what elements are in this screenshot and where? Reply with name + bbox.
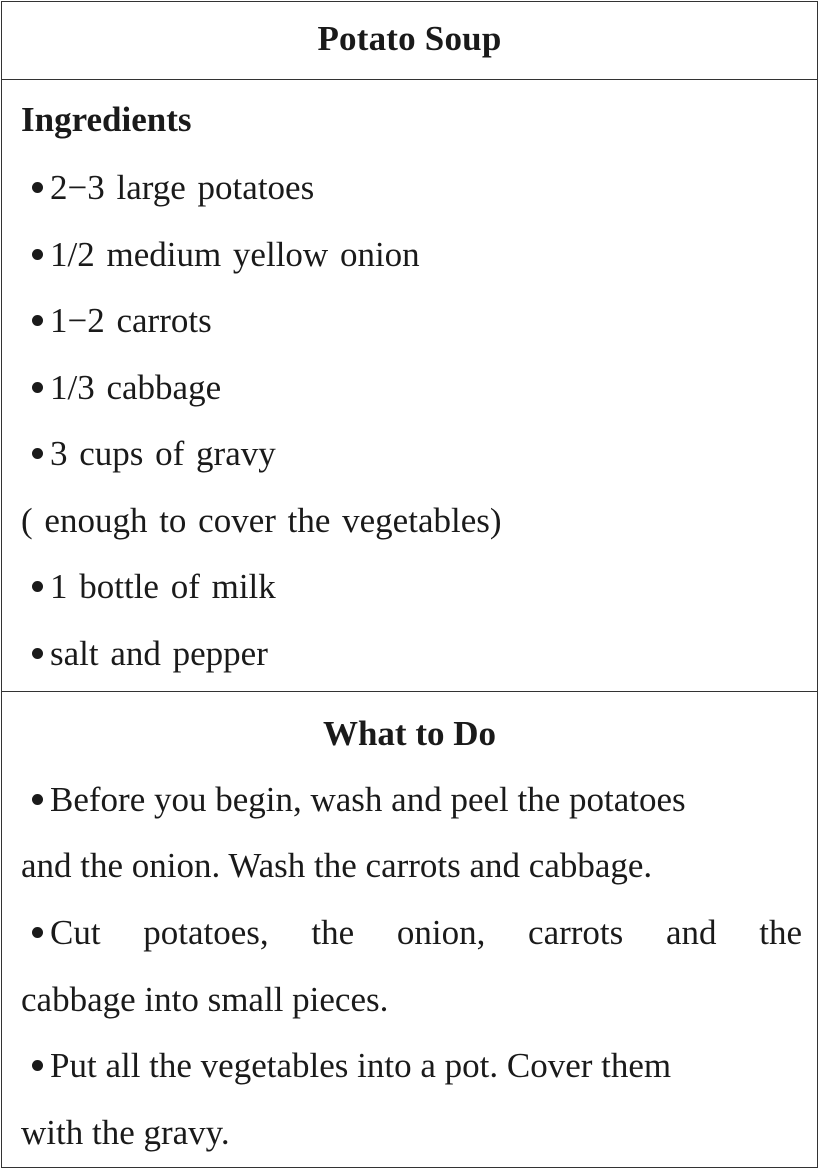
ingredient-item — [32, 233, 420, 277]
recipe-table — [1, 1, 818, 1168]
bullet-dot-icon — [32, 581, 43, 592]
step-word — [32, 911, 101, 955]
steps-section — [2, 692, 817, 1169]
step-word: potatoes, — [143, 913, 269, 952]
recipe-title: Potato Soup — [317, 19, 502, 58]
title-cell — [2, 2, 817, 80]
step-word: and — [665, 913, 717, 952]
step-text: Put all the vegetables into a pot. Cover them — [50, 1046, 672, 1085]
ingredient-item — [32, 432, 276, 476]
ingredient-text: 3 cups of gravy — [50, 434, 276, 473]
step-line — [32, 778, 802, 822]
ingredient-text: 1 bottle of milk — [50, 567, 276, 606]
ingredient-text: 2−3 large potatoes — [50, 168, 315, 207]
step-word: the — [311, 913, 355, 952]
step-text: Before you begin, wash and peel the potatoes — [50, 780, 686, 819]
bullet-dot-icon — [32, 648, 43, 659]
step-line-justified — [32, 911, 802, 955]
step-line: cabbage into small pieces. — [21, 980, 389, 1019]
ingredient-text: 1/3 cabbage — [50, 368, 222, 407]
step-line: with the gravy. — [21, 1113, 230, 1152]
bullet-dot-icon — [32, 1060, 43, 1071]
bullet-dot-icon — [32, 315, 43, 326]
bullet-dot-icon — [32, 448, 43, 459]
bullet-dot-icon — [32, 382, 43, 393]
ingredients-section — [2, 80, 817, 692]
step-line — [32, 1044, 802, 1088]
ingredient-item — [32, 366, 221, 410]
ingredient-item — [32, 565, 276, 609]
step-word: onion, — [396, 913, 486, 952]
bullet-dot-icon — [32, 182, 43, 193]
ingredient-text: 1/2 medium yellow onion — [50, 235, 420, 274]
step-word: the — [759, 913, 802, 952]
ingredient-item — [32, 299, 212, 343]
bullet-dot-icon — [32, 927, 43, 938]
step-line: and the onion. Wash the carrots and cabbage. — [21, 846, 653, 885]
ingredient-item — [32, 632, 268, 676]
step-word-text: Cut — [50, 913, 101, 952]
ingredient-text: 1−2 carrots — [50, 301, 212, 340]
step-word: carrots — [528, 913, 624, 952]
bullet-dot-icon — [32, 794, 43, 805]
ingredient-note: ( enough to cover the vegetables) — [21, 501, 502, 540]
ingredient-text: salt and pepper — [50, 634, 268, 673]
ingredients-heading: Ingredients — [21, 100, 192, 139]
steps-heading: What to Do — [322, 714, 497, 753]
bullet-dot-icon — [32, 249, 43, 260]
ingredient-item — [32, 166, 314, 210]
